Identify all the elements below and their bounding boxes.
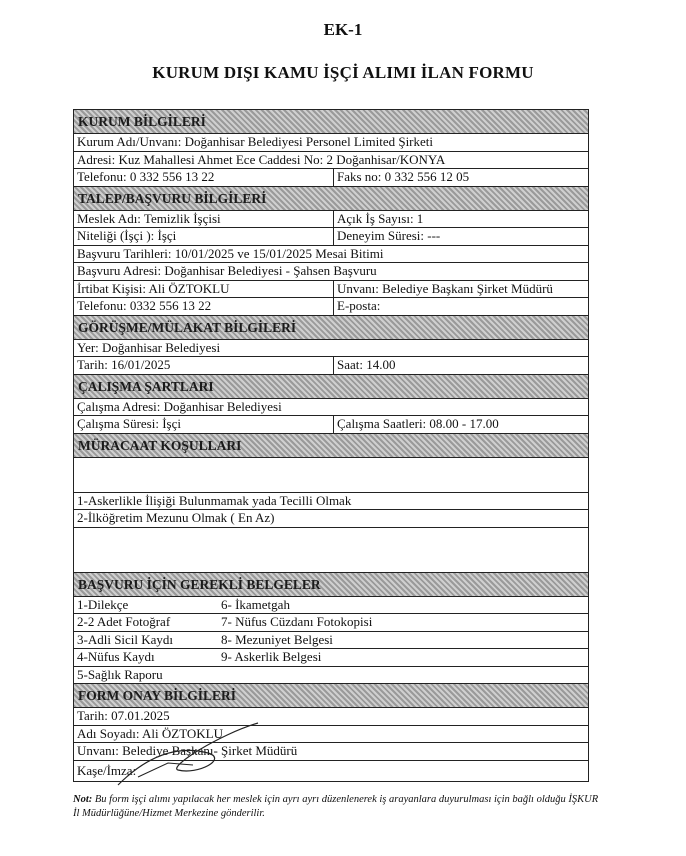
muracaat-blank-row xyxy=(74,458,588,493)
basvuru-adresi: Başvuru Adresi: Doğanhisar Belediyesi - Şahsen Başvuru xyxy=(77,263,377,278)
row-muracaat-2 xyxy=(74,510,588,528)
row-belge-5 xyxy=(74,667,588,685)
belge-item: 9- Askerlik Belgesi xyxy=(221,649,322,664)
row-muracaat-1 xyxy=(74,493,588,511)
basvuru-tarihleri: Başvuru Tarihleri: 10/01/2025 ve 15/01/2025 Mesai Bitimi xyxy=(77,245,384,261)
kurum-adres: Adresi: Kuz Mahallesi Ahmet Ece Caddesi No: 2 Doğanhisar/KONYA xyxy=(77,151,446,167)
row-belge-2 xyxy=(74,614,588,632)
section-onay-title: FORM ONAY BİLGİLERİ xyxy=(74,684,588,708)
belge-item: 2-2 Adet Fotoğraf xyxy=(77,614,171,629)
deneyim-suresi: Deneyim Süresi: --- xyxy=(337,228,441,243)
row-gorusme-yer xyxy=(74,340,588,358)
footnote xyxy=(73,793,603,821)
onay-adsoyad: Adı Soyadı: Ali ÖZTOKLU xyxy=(77,725,224,741)
onay-tarih: Tarih: 07.01.2025 xyxy=(77,708,170,723)
annex-label: EK-1 xyxy=(323,20,363,39)
belge-item: 1-Dilekçe xyxy=(77,596,129,612)
row-basvuru-tarih xyxy=(74,246,588,264)
muracaat-blank-row-2 xyxy=(74,528,588,573)
handwritten-signature xyxy=(108,715,288,795)
row-calisma-adres xyxy=(74,399,588,417)
row-kurum-adres xyxy=(74,152,588,170)
nitelik: Niteliği (İşçi ): İşçi xyxy=(74,228,334,245)
section-muracaat-title: MÜRACAAT KOŞULLARI xyxy=(74,434,588,458)
calisma-suresi: Çalışma Süresi: İşçi xyxy=(74,416,334,433)
row-talep-telefon xyxy=(74,298,588,316)
section-gorusme-title: GÖRÜŞME/MÜLAKAT BİLGİLERİ xyxy=(74,316,588,340)
kurum-ad: Kurum Adı/Unvanı: Doğanhisar Belediyesi Personel Limited Şirketi xyxy=(77,134,434,149)
irtibat-unvan: Unvanı: Belediye Başkanı Şirket Müdürü xyxy=(337,280,553,296)
belge-item xyxy=(218,667,588,684)
onay-unvan: Unvanı: Belediye Başkanı- Şirket Müdürü xyxy=(77,743,298,758)
belge-item: 8- Mezuniyet Belgesi xyxy=(221,631,333,647)
row-belge-4 xyxy=(74,649,588,667)
irtibat-kisisi: İrtibat Kişisi: Ali ÖZTOKLU xyxy=(74,281,334,298)
muracaat-item: 2-İlköğretim Mezunu Olmak ( En Az) xyxy=(77,510,275,525)
kurum-telefon: Telefonu: 0 332 556 13 22 xyxy=(74,169,334,186)
belge-item: 6- İkametgah xyxy=(221,596,290,612)
form-title: KURUM DIŞI KAMU İŞÇİ ALIMI İLAN FORMU xyxy=(152,63,534,82)
row-kurum-telefon xyxy=(74,169,588,187)
acik-is-sayisi: Açık İş Sayısı: 1 xyxy=(337,210,424,226)
row-basvuru-adres xyxy=(74,263,588,281)
row-kurum-ad xyxy=(74,134,588,152)
note-text: Bu form işçi alımı yapılacak her meslek için ayrı ayrı düzenlenerek iş arayanlara duyurulması için bağlı olduğu İŞKUR İl Müdürlüğüne/Hizmet Merkezine gönderilir. xyxy=(73,794,599,819)
calisma-adresi: Çalışma Adresi: Doğanhisar Belediyesi xyxy=(77,398,282,414)
section-belgeler-title: BAŞVURU İÇİN GEREKLİ BELGELER xyxy=(74,573,588,597)
muracaat-item: 1-Askerlikle İlişiği Bulunmamak yada Tecilli Olmak xyxy=(77,492,352,508)
gorusme-tarih: Tarih: 16/01/2025 xyxy=(74,357,334,374)
section-talep-title: TALEP/BAŞVURU BİLGİLERİ xyxy=(74,187,588,211)
row-belge-1 xyxy=(74,597,588,615)
row-gorusme-tarih xyxy=(74,357,588,375)
row-nitelik xyxy=(74,228,588,246)
kurum-faks: Faks no: 0 332 556 12 05 xyxy=(337,169,470,184)
gorusme-yer: Yer: Doğanhisar Belediyesi xyxy=(77,339,221,355)
gorusme-saat: Saat: 14.00 xyxy=(337,357,396,372)
row-meslek xyxy=(74,211,588,229)
calisma-saatleri: Çalışma Saatleri: 08.00 - 17.00 xyxy=(337,416,499,431)
section-calisma-title: ÇALIŞMA ŞARTLARI xyxy=(74,375,588,399)
meslek-adi: Meslek Adı: Temizlik İşçisi xyxy=(74,211,334,228)
belge-item: 3-Adli Sicil Kaydı xyxy=(77,631,174,647)
note-label: Not: xyxy=(73,794,93,805)
belge-item: 7- Nüfus Cüzdanı Fotokopisi xyxy=(221,614,373,629)
row-irtibat xyxy=(74,281,588,299)
announcement-form xyxy=(73,109,589,782)
row-belge-3 xyxy=(74,632,588,650)
talep-telefon: Telefonu: 0332 556 13 22 xyxy=(74,298,334,315)
onay-kase-imza: Kaşe/İmza: xyxy=(77,762,137,778)
belge-item: 4-Nüfus Kaydı xyxy=(77,649,155,664)
row-calisma-sure xyxy=(74,416,588,434)
section-kurum-title: KURUM BİLGİLERİ xyxy=(74,110,588,134)
belge-item: 5-Sağlık Raporu xyxy=(77,666,163,682)
talep-eposta: E-posta: xyxy=(337,298,381,313)
